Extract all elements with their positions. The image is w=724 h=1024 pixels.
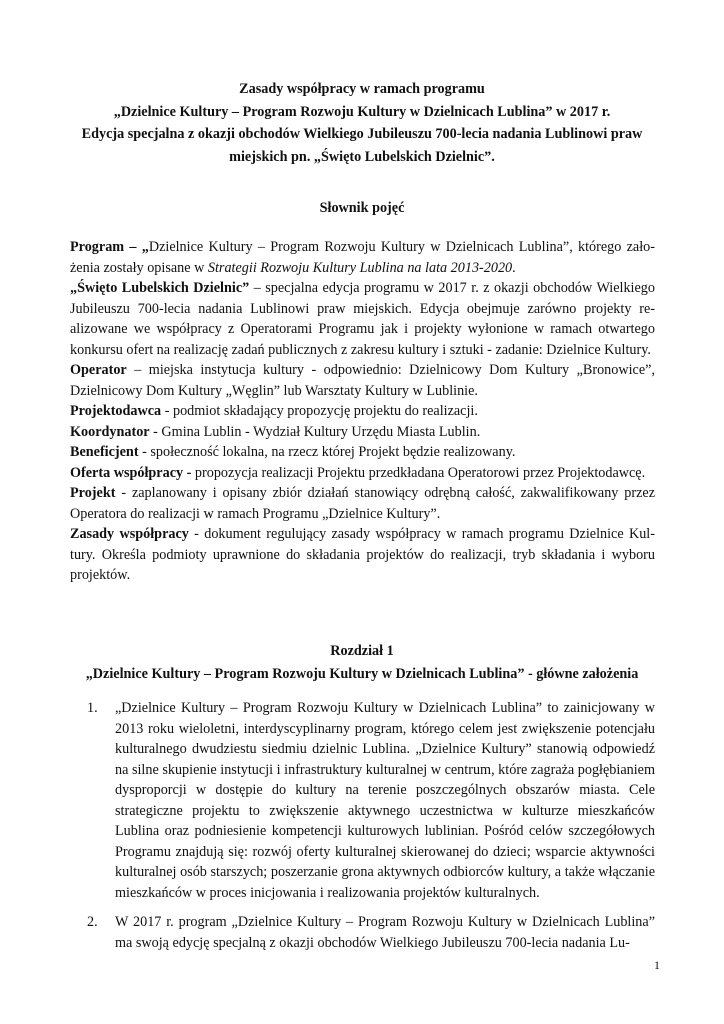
chapter-1-list bbox=[70, 698, 655, 903]
definition-koordynator: - Gmina Lublin - Wydział Kultury Urzędu Miasta Lublin. bbox=[149, 423, 481, 440]
term-beneficjent: Beneficjent bbox=[70, 444, 139, 460]
chapter-1-list-continued bbox=[70, 912, 655, 953]
term-koordynator: Koordynator bbox=[70, 423, 150, 440]
glossary-entry-projektodawca bbox=[70, 401, 655, 422]
document-title bbox=[60, 78, 664, 168]
term-zasady: Zasady współpracy bbox=[70, 526, 189, 542]
term-program: Program – bbox=[70, 239, 142, 255]
glossary-entry-operator bbox=[70, 360, 655, 401]
definition-projekt: - zaplanowany i opisany zbiór działań stanowiący odrębną całość, zakwalifikowany przez Operatora do realizacji w ramach Programu „Dzielnice Kultury”. bbox=[70, 485, 655, 522]
definition-oferta: propozycja realizacji Projektu przedkładana Operatorowi przez Projektodawcę. bbox=[191, 464, 646, 481]
list-item-number: 2. bbox=[87, 914, 98, 930]
chapter-1-heading bbox=[60, 640, 664, 685]
glossary-entry-program bbox=[70, 237, 655, 278]
title-line-2: „Dzielnice Kultury – Program Rozwoju Kultury w Dzielnicach Lublina” w 2017 r. bbox=[113, 103, 611, 120]
term-projektodawca: Projektodawca bbox=[70, 403, 162, 419]
term-swieto: „Święto Lubelskich Dzielnic” bbox=[70, 280, 250, 296]
list-item bbox=[70, 698, 655, 903]
strategy-title: Strategii Rozwoju Kultury Lublina na lata 2013-2020 bbox=[207, 259, 513, 276]
glossary bbox=[70, 237, 655, 586]
list-item-number: 1. bbox=[87, 700, 98, 716]
chapter-1-title: „Dzielnice Kultury – Program Rozwoju Kultury w Dzielnicach Lublina” - główne założenia bbox=[85, 665, 639, 682]
title-line-4: miejskich pn. „Święto Lubelskich Dzielnic”. bbox=[229, 148, 495, 165]
title-line-3: Edycja specjalna z okazji obchodów Wielkiego Jubileuszu 700-lecia nadania Lublinowi praw bbox=[81, 126, 643, 142]
term-program-quote: „ bbox=[141, 239, 149, 255]
term-operator: Operator bbox=[70, 362, 127, 378]
list-item-text: „Dzielnice Kultury – Program Rozwoju Kultury w Dzielnicach Lublina” to zainicjowany w 2013 roku wieloletni, interdyscyplinarny program, którego celem jest zwiększenie potencjału kulturalnego dwudziestu siedmiu dzielnic Lublina. „Dzielnice Kultury” stanowią odpowiedź na silne skupienie instytucji i infrastruktury kulturalnej w centrum, które zagraża pogłębianiem dysproporcji w dostępie do kultury na terenie poszczególnych obszarów miasta. Cele strategiczne projektu to zwiększenie aktywnego uczestnictwa w kulturze mieszkańców Lublina oraz podniesienie kompetencji kulturowych lublinian. Pośród celów szczegółowych Programu znajdują się: rozwój oferty kulturalnej skierowanej do dzieci; wsparcie aktywności kulturalnej osób starszych; poszerzanie grona aktywnych odbiorców kultury, a także włączanie mieszkańców w proces inicjowania i realizowania projektów kulturalnych. bbox=[115, 700, 655, 901]
list-item bbox=[70, 912, 655, 953]
definition-beneficjent: - społeczność lokalna, na rzecz której Projekt będzie realizowany. bbox=[138, 444, 516, 460]
glossary-heading-text: Słownik pojęć bbox=[319, 200, 405, 216]
page-number: 1 bbox=[654, 958, 660, 972]
definition-program-a: Dzielnice Kultury – Program Rozwoju Kultury w Dzielnicach Lublina”, którego założenia zostały opisane w bbox=[70, 239, 655, 276]
glossary-entry-swieto bbox=[70, 278, 655, 360]
definition-swieto: – specjalna edycja programu w 2017 r. z okazji obchodów Wielkiego Jubileuszu 700-lecia nadania Lublinowi praw miejskich. Edycja obejmuje zarówno projekty realizowane we współpracy z Operatorami Programu jak i projekty wyłonione w ramach otwartego konkursu ofert na realizację zadań publicznych z zakresu kultury i sztuki - zadanie: Dzielnice Kultury. bbox=[70, 280, 655, 358]
list-item-text: W 2017 r. program „Dzielnice Kultury – Program Rozwoju Kultury w Dzielnicach Lublina” ma swoją edycję specjalną z okazji obchodów Wielkiego Jubileuszu 700-lecia nadania Lu- bbox=[115, 914, 655, 951]
glossary-entry-beneficjent bbox=[70, 442, 655, 463]
glossary-heading bbox=[60, 197, 664, 220]
term-projekt: Projekt bbox=[70, 485, 116, 501]
definition-zasady: - dokument regulujący zasady współpracy w ramach programu Dzielnice Kultury. Określa podmioty uprawnione do składania projektów do realizacji, tryb składania i wyboru projektów. bbox=[70, 526, 655, 583]
title-line-1: Zasady współpracy w ramach programu bbox=[239, 81, 485, 97]
glossary-entry-koordynator bbox=[70, 422, 655, 443]
glossary-entry-projekt bbox=[70, 483, 655, 524]
chapter-1-number: Rozdział 1 bbox=[330, 643, 394, 659]
term-oferta: Oferta współpracy - bbox=[70, 464, 192, 481]
glossary-entry-zasady bbox=[70, 524, 655, 586]
definition-operator: – miejska instytucja kultury - odpowiednio: Dzielnicowy Dom Kultury „Bronowice”, Dzielnicowy Dom Kultury „Węglin” lub Warsztaty Kultury w Lublinie. bbox=[70, 362, 655, 399]
glossary-entry-oferta bbox=[70, 463, 655, 484]
definition-projektodawca: - podmiot składający propozycję projektu do realizacji. bbox=[161, 403, 478, 419]
definition-program-b: . bbox=[512, 259, 516, 276]
